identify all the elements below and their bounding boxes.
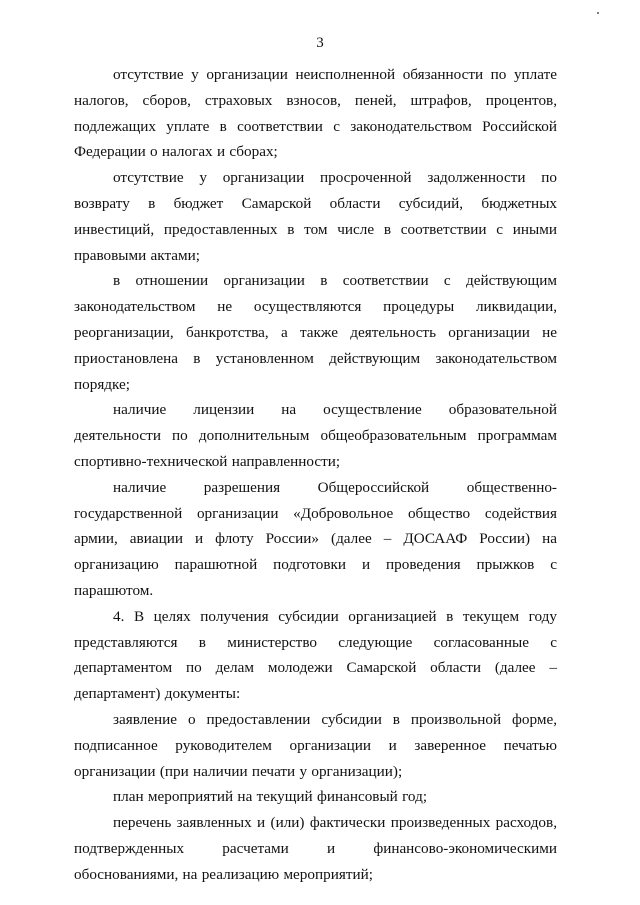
paragraph-tax-arrears: отсутствие у организации неисполненной обязанности по уплате налогов, сборов, страховых взносов, пеней, штрафов, процентов, подлежащих уплате в соответствии с законодательством Российской Федерации о налогах и сборах; (74, 66, 557, 161)
scan-speck (597, 12, 599, 14)
paragraph-application: заявление о предоставлении субсидии в произвольной форме, подписанное руководителем организации и заверенное печатью организации (при наличии печати у организации); (74, 710, 557, 780)
document-body (74, 62, 557, 888)
paragraph-activity-plan: план мероприятий на текущий финансовый год; (113, 788, 428, 806)
paragraph-no-liquidation: в отношении организации в соответствии с действующим законодательством не осуществляются процедуры ликвидации, реорганизации, банкротства, а также деятельность организации не приостановлена в установленном действующим законодательством порядке; (74, 272, 557, 393)
page-number: 3 (316, 35, 324, 51)
paragraph-license: наличие лицензии на осуществление образовательной деятельности по дополнительным общеобразовательным программам спортивно-технической направленности; (74, 401, 557, 470)
paragraph-section-4: 4. В целях получения субсидии организацией в текущем году представляются в министерство следующие согласованные с департаментом по делам молодежи Самарской области (далее – департамент) документы: (74, 607, 557, 703)
paragraph-dosaaf-permission: наличие разрешения Общероссийской общественно-государственной организации «Добровольное общество содействия армии, авиации и флоту России» (далее – ДОСААФ России) на организацию парашютной подготовки и проведения прыжков с парашютом. (74, 478, 557, 599)
paragraph-budget-debt: отсутствие у организации просроченной задолженности по возврату в бюджет Самарской области субсидий, бюджетных инвестиций, предоставленных в том числе в соответствии с иными правовыми актами; (74, 169, 557, 264)
paragraph-expense-list: перечень заявленных и (или) фактически произведенных расходов, подтвержденных расчетами и финансово-экономическими обоснованиями, на реализацию мероприятий; (74, 814, 557, 883)
